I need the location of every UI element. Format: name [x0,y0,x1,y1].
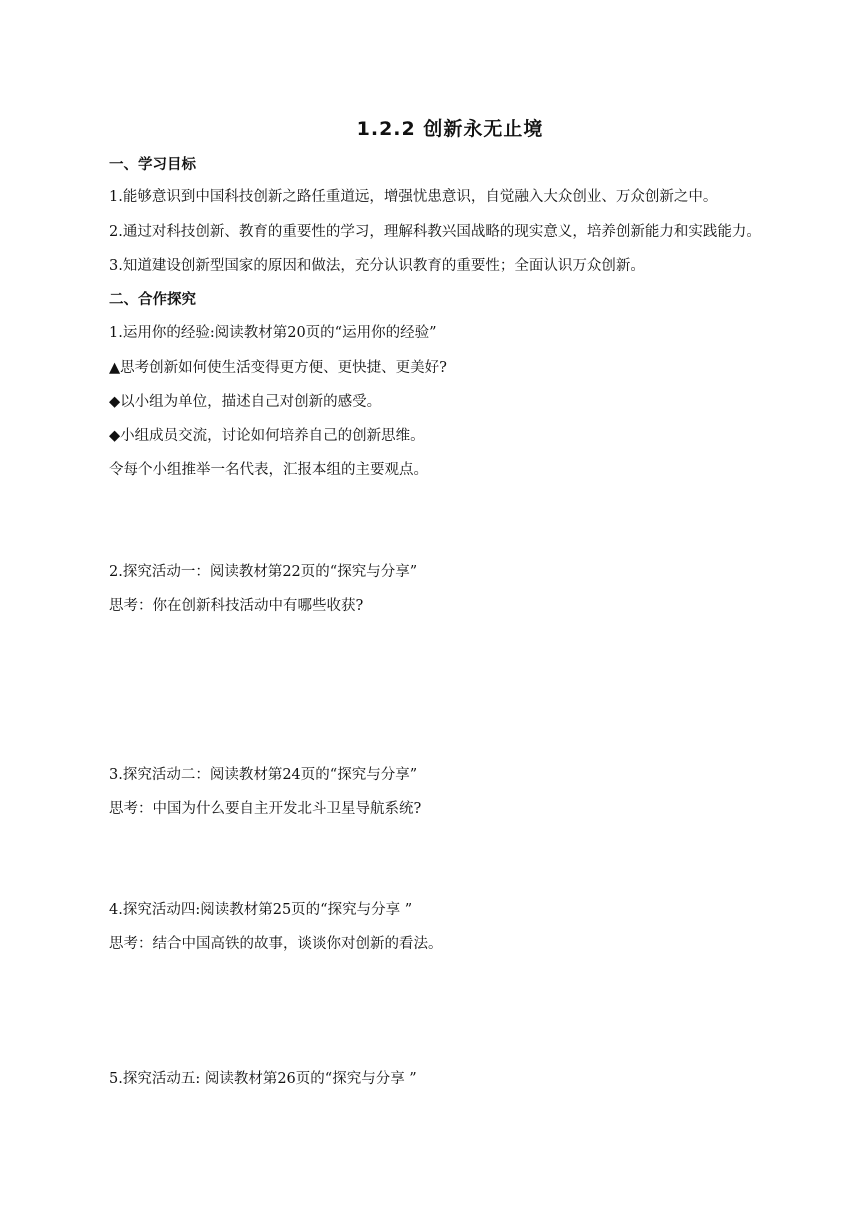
activity-1-bullet-2: ◆以小组为单位，描述自己对创新的感受。 [109,394,382,410]
activity-4-intro: 4.探究活动四:阅读教材第25页的“探究与分享 ” [109,902,413,918]
goal-item-1: 1.能够意识到中国科技创新之路任重道远，增强忧患意识，自觉融入大众创业、万众创新之中。 [109,189,718,205]
activity-5-intro: 5.探究活动五: 阅读教材第26页的“探究与分享 ” [109,1071,417,1087]
activity-2-intro: 2.探究活动一：阅读教材第22页的“探究与分享” [109,564,418,580]
goal-item-2: 2.通过对科技创新、教育的重要性的学习，理解科教兴国战略的现实意义，培养创新能力和实践能力。 [109,224,761,240]
activity-2-question: 思考：你在创新科技活动中有哪些收获? [109,598,364,614]
activity-1-intro: 1.运用你的经验:阅读教材第20页的“运用你的经验” [109,325,437,341]
activity-1-bullet-3: ◆小组成员交流，讨论如何培养自己的创新思维。 [109,428,425,444]
section-heading-learning-goals: 一、学习目标 [109,157,196,173]
activity-3-question: 思考：中国为什么要自主开发北斗卫星导航系统? [109,801,422,817]
document-title: 1.2.2 创新永无止境 [356,118,544,140]
section-heading-cooperative-inquiry: 二、合作探究 [109,292,196,308]
activity-3-intro: 3.探究活动二：阅读教材第24页的“探究与分享” [109,767,418,783]
activity-1-bullet-4: 令每个小组推举一名代表，汇报本组的主要观点。 [109,462,428,478]
activity-4-question: 思考：结合中国高铁的故事，谈谈你对创新的看法。 [109,936,443,952]
goal-item-3: 3.知道建设创新型国家的原因和做法，充分认识教育的重要性；全面认识万众创新。 [109,258,645,274]
activity-1-bullet-1: ▲思考创新如何使生活变得更方便、更快捷、更美好? [109,360,447,376]
